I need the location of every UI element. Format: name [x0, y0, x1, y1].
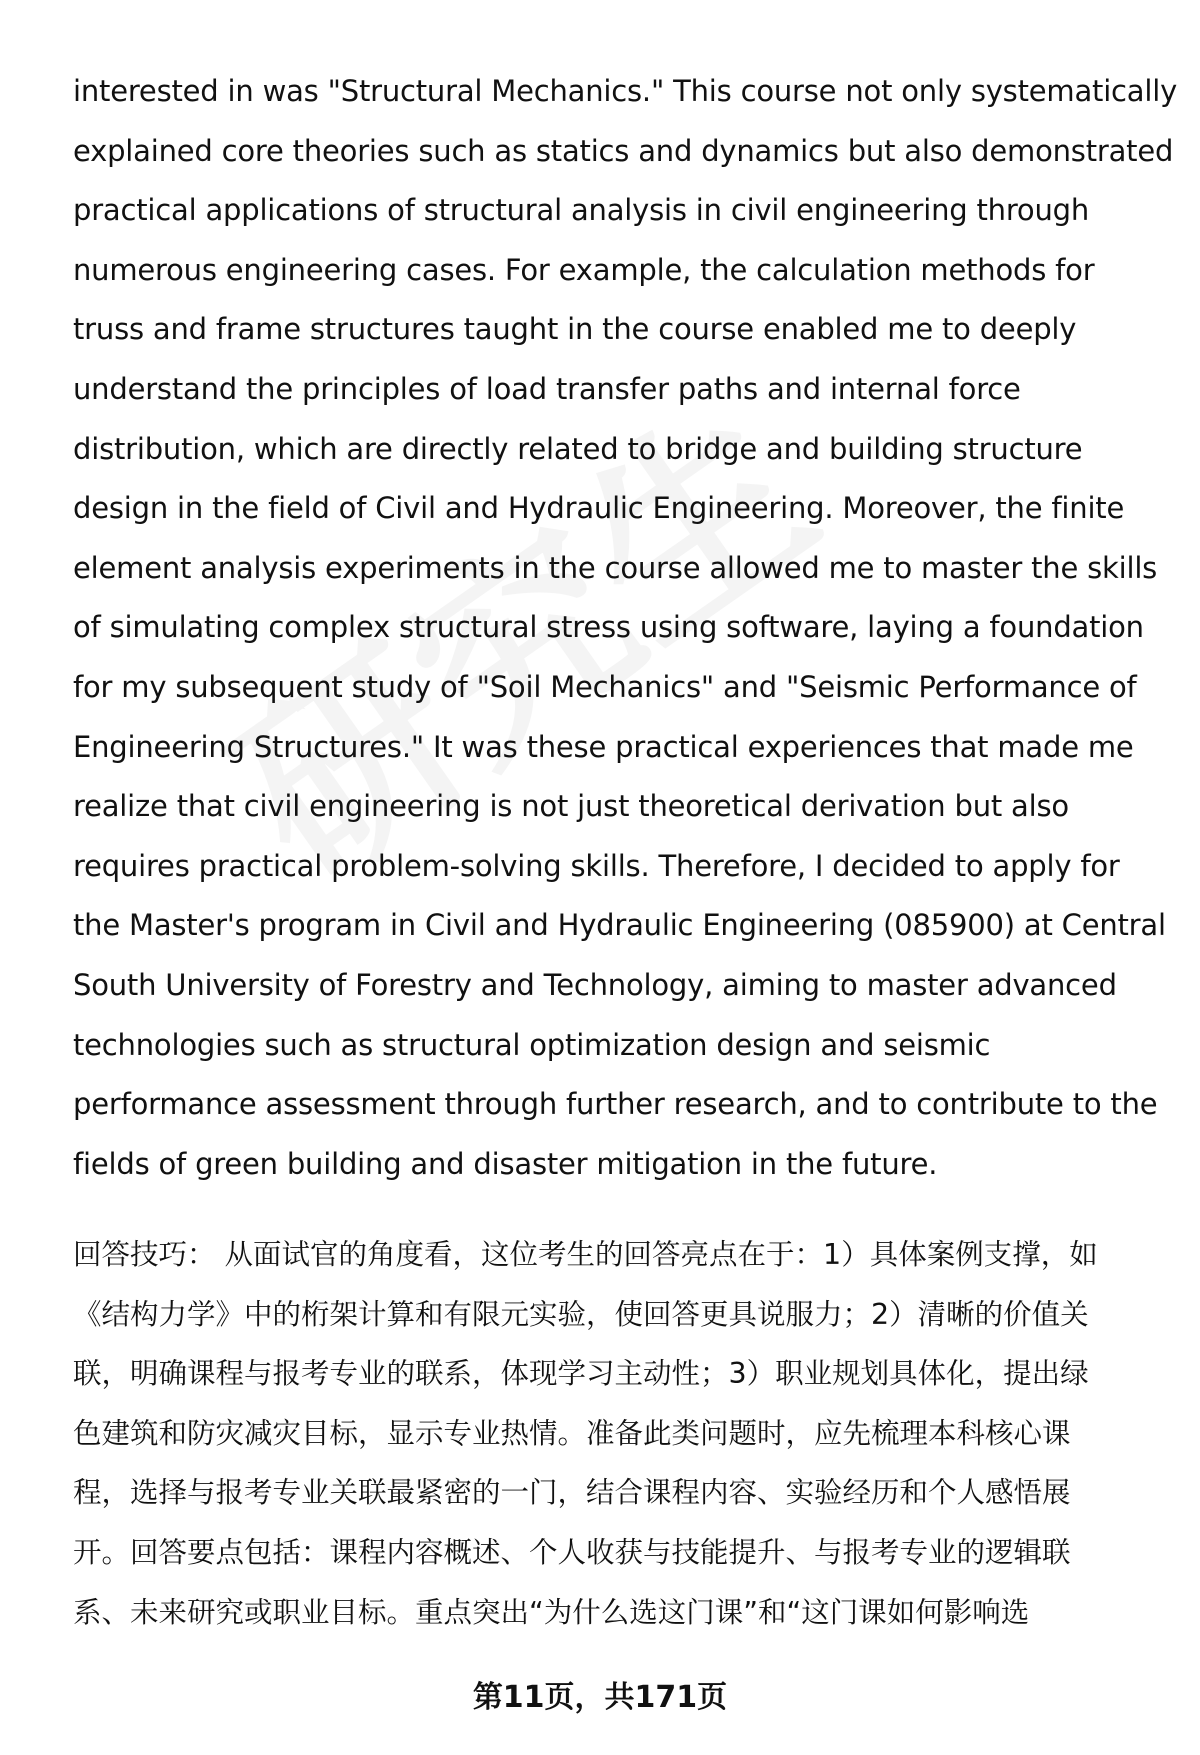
text-line: South University of Forestry and Technology, aiming to master advanced: [73, 967, 1117, 1002]
answer-tips-paragraph: [73, 1225, 1173, 1642]
text-line: numerous engineering cases. For example, the calculation methods for: [73, 252, 1095, 287]
text-line: Engineering Structures." It was these practical experiences that made me: [73, 729, 1134, 764]
text-line: technologies such as structural optimization design and seismic: [73, 1027, 991, 1062]
text-line: 程，选择与报考专业关联最紧密的一门，结合课程内容、实验经历和个人感悟展: [73, 1476, 1071, 1510]
text-line: practical applications of structural analysis in civil engineering through: [73, 193, 1090, 228]
text-line: design in the field of Civil and Hydraulic Engineering. Moreover, the finite: [73, 491, 1125, 526]
text-line: 回答技巧： 从面试官的角度看，这位考生的回答亮点在于：1）具体案例支撑，如: [73, 1238, 1098, 1271]
text-line: performance assessment through further research, and to contribute to the: [73, 1087, 1158, 1122]
text-line: fields of green building and disaster mitigation in the future.: [73, 1146, 938, 1181]
text-line: 《结构力学》中的桁架计算和有限元实验，使回答更具说服力；2）清晰的价值关: [73, 1297, 1089, 1331]
text-line: requires practical problem-solving skills. Therefore, I decided to apply for: [73, 848, 1120, 883]
text-line: 联，明确课程与报考专业的联系，体现学习主动性；3）职业规划具体化，提出绿: [73, 1357, 1089, 1391]
text-line: explained core theories such as statics and dynamics but also demonstrated: [73, 133, 1174, 168]
answer-paragraph: [73, 62, 1178, 1194]
text-line: 色建筑和防灾减灾目标，显示专业热情。准备此类问题时，应先梳理本科核心课: [73, 1416, 1071, 1450]
text-line: the Master's program in Civil and Hydraulic Engineering (085900) at Central: [73, 908, 1166, 943]
text-line: distribution, which are directly related to bridge and building structure: [73, 431, 1083, 466]
text-line: 开。回答要点包括：课程内容概述、个人收获与技能提升、与报考专业的逻辑联: [73, 1535, 1071, 1569]
text-line: for my subsequent study of "Soil Mechanics" and "Seismic Performance of: [73, 669, 1137, 704]
text-line: element analysis experiments in the course allowed me to master the skills: [73, 550, 1158, 585]
text-line: of simulating complex structural stress using software, laying a foundation: [73, 610, 1144, 645]
text-line: truss and frame structures taught in the course enabled me to deeply: [73, 312, 1077, 347]
text-line: realize that civil engineering is not just theoretical derivation but also: [73, 789, 1069, 824]
page-number-footer: 第11页，共171页: [472, 1680, 728, 1715]
text-line: interested in was "Structural Mechanics." This course not only systematically: [73, 74, 1178, 108]
text-line: understand the principles of load transfer paths and internal force: [73, 371, 1021, 406]
text-line: 系、未来研究或职业目标。重点突出“为什么选这门课”和“这门课如何影响选: [73, 1595, 1030, 1629]
